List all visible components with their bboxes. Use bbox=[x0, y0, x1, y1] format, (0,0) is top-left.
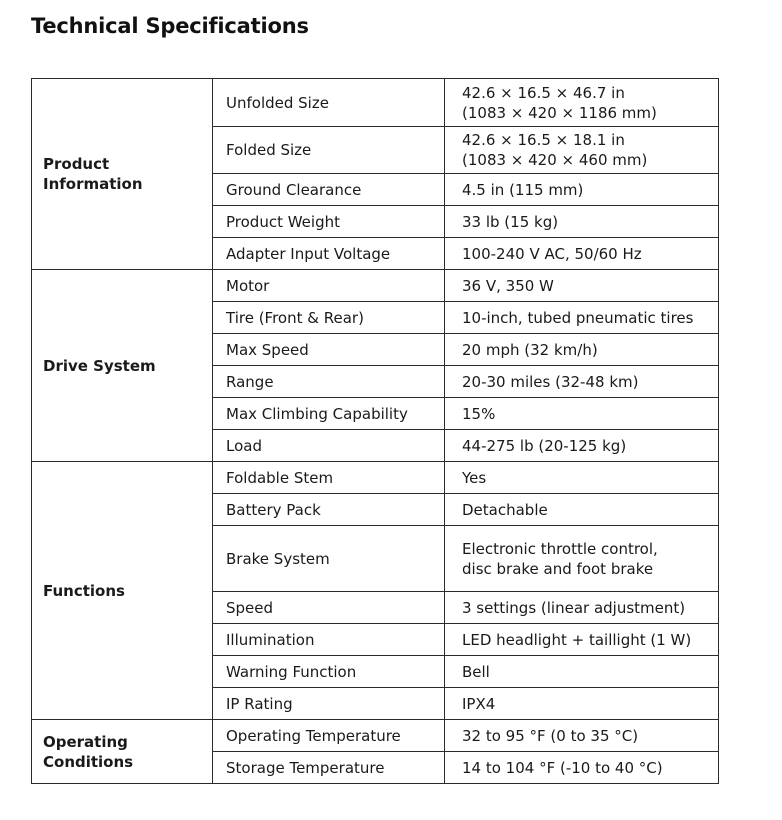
spec-value bbox=[445, 302, 719, 334]
spec-value bbox=[445, 127, 719, 174]
spec-name: Max Speed bbox=[213, 334, 445, 366]
spec-name: Max Climbing Capability bbox=[213, 398, 445, 430]
spec-value-line: 42.6 × 16.5 × 18.1 in bbox=[462, 131, 625, 149]
spec-row bbox=[32, 79, 719, 127]
spec-name: Foldable Stem bbox=[213, 462, 445, 494]
spec-table-body bbox=[32, 79, 719, 784]
spec-value-line: Bell bbox=[462, 662, 490, 681]
spec-value-line: 14 to 104 °F (-10 to 40 °C) bbox=[462, 758, 663, 777]
spec-value bbox=[445, 656, 719, 688]
spec-value-line: LED headlight + taillight (1 W) bbox=[462, 630, 692, 649]
spec-value bbox=[445, 206, 719, 238]
spec-value-line: 20 mph (32 km/h) bbox=[462, 340, 598, 359]
spec-value bbox=[445, 174, 719, 206]
spec-value bbox=[445, 270, 719, 302]
spec-name: IP Rating bbox=[213, 688, 445, 720]
section-category: Operating Conditions bbox=[32, 720, 213, 784]
spec-value bbox=[445, 430, 719, 462]
spec-name: Motor bbox=[213, 270, 445, 302]
spec-value-line: 10-inch, tubed pneumatic tires bbox=[462, 308, 694, 327]
spec-value bbox=[445, 720, 719, 752]
spec-name: Brake System bbox=[213, 526, 445, 592]
spec-value-line: 33 lb (15 kg) bbox=[462, 212, 559, 231]
spec-value-line: Electronic throttle control, bbox=[462, 539, 658, 558]
page-title: Technical Specifications bbox=[31, 14, 309, 38]
spec-value-line: 42.6 × 16.5 × 46.7 in bbox=[462, 83, 625, 102]
spec-name: Operating Temperature bbox=[213, 720, 445, 752]
spec-name: Adapter Input Voltage bbox=[213, 238, 445, 270]
spec-value-line: Yes bbox=[462, 468, 487, 487]
spec-value-line: 36 V, 350 W bbox=[462, 276, 554, 295]
spec-value bbox=[445, 688, 719, 720]
spec-value-line: IPX4 bbox=[462, 694, 496, 713]
spec-value-line: 3 settings (linear adjustment) bbox=[462, 598, 686, 617]
spec-name: Load bbox=[213, 430, 445, 462]
spec-value bbox=[445, 494, 719, 526]
spec-value-line: 4.5 in (115 mm) bbox=[462, 180, 584, 199]
spec-table bbox=[31, 78, 719, 784]
spec-value-line: 100-240 V AC, 50/60 Hz bbox=[462, 244, 642, 263]
spec-row bbox=[32, 462, 719, 494]
spec-name: Unfolded Size bbox=[213, 79, 445, 127]
spec-value bbox=[445, 366, 719, 398]
spec-value-line: (1083 × 420 × 1186 mm) bbox=[462, 103, 657, 122]
spec-name: Speed bbox=[213, 592, 445, 624]
spec-name: Battery Pack bbox=[213, 494, 445, 526]
spec-value bbox=[445, 592, 719, 624]
spec-value bbox=[445, 79, 719, 127]
spec-name: Ground Clearance bbox=[213, 174, 445, 206]
spec-name: Storage Temperature bbox=[213, 752, 445, 784]
spec-value bbox=[445, 624, 719, 656]
spec-value bbox=[445, 752, 719, 784]
spec-row bbox=[32, 270, 719, 302]
spec-value-line: 44-275 lb (20-125 kg) bbox=[462, 436, 627, 455]
spec-value bbox=[445, 334, 719, 366]
section-category: Drive System bbox=[32, 270, 213, 462]
spec-value-line: (1083 × 420 × 460 mm) bbox=[462, 151, 648, 169]
spec-value-line: Detachable bbox=[462, 500, 548, 519]
section-category: Product Information bbox=[32, 79, 213, 270]
spec-name: Tire (Front & Rear) bbox=[213, 302, 445, 334]
spec-value bbox=[445, 462, 719, 494]
spec-name: Illumination bbox=[213, 624, 445, 656]
spec-value-line: 15% bbox=[462, 404, 496, 423]
spec-value bbox=[445, 398, 719, 430]
spec-name: Warning Function bbox=[213, 656, 445, 688]
spec-name: Folded Size bbox=[213, 127, 445, 174]
spec-value bbox=[445, 238, 719, 270]
section-category: Functions bbox=[32, 462, 213, 720]
spec-value-line: 32 to 95 °F (0 to 35 °C) bbox=[462, 726, 639, 745]
spec-value-line: 20-30 miles (32-48 km) bbox=[462, 372, 639, 391]
spec-value-line: disc brake and foot brake bbox=[462, 559, 654, 578]
spec-value bbox=[445, 526, 719, 592]
spec-name: Range bbox=[213, 366, 445, 398]
spec-name: Product Weight bbox=[213, 206, 445, 238]
spec-row bbox=[32, 720, 719, 752]
